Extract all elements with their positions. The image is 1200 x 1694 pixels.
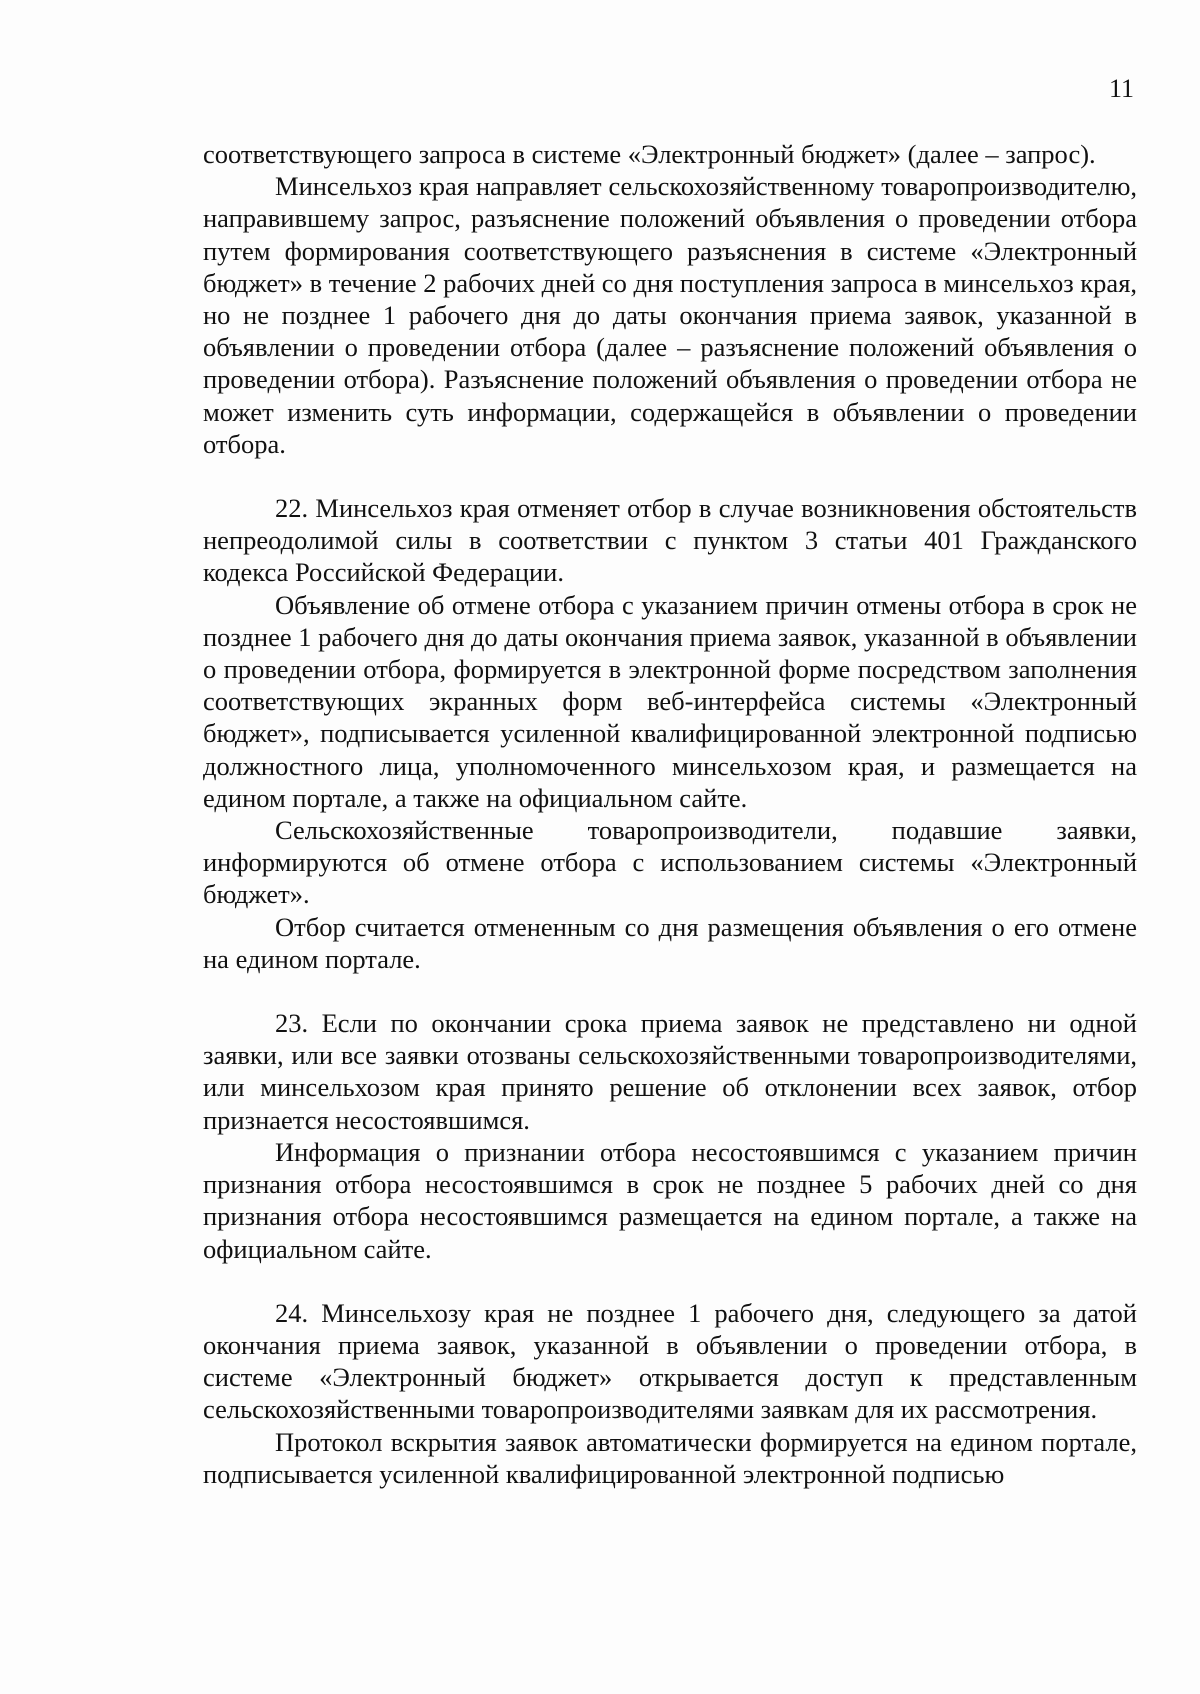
paragraph-item-22: 22. Минсельхоз края отменяет отбор в случае возникновения обстоятельств непреодолимой силы в соответствии с пунктом 3 статьи 401 Гражданского кодекса Российской Федерации. [203,493,1137,588]
paragraph-cancellation-announcement: Объявление об отмене отбора с указанием причин отмены отбора в срок не позднее 1 рабочего дня до даты окончания приема заявок, указанной в объявлении о проведении отбора, формируется в электронной форме посредством заполнения соответствующих экранных форм веб-интерфейса системы «Электронный бюджет», подписывается усиленной квалифицированной электронной подписью должностного лица, уполномоченного минсельхозом края, и размещается на едином портале, а также на официальном сайте. [203,589,1137,813]
paragraph-query-continuation: соответствующего запроса в системе «Электронный бюджет» (далее – запрос). [203,139,1096,169]
page-number: 11 [1108,74,1134,103]
document-body [203,138,1137,1490]
paragraph-cancellation-effective: Отбор считается отмененным со дня размещения объявления о его отмене на едином портале. [203,911,1137,974]
paragraph-opening-protocol: Протокол вскрытия заявок автоматически формируется на едином портале, подписывается усиленной квалифицированной электронной подписью [203,1426,1137,1489]
paragraph-producers-informed: Сельскохозяйственные товаропроизводители, подавшие заявки, информируются об отмене отбора с использованием системы «Электронный бюджет». [203,815,1137,910]
paragraph-failed-selection-info: Информация о признании отбора несостоявшимся с указанием причин признания отбора несостоявшимся в срок не позднее 5 рабочих дней со дня признания отбора несостоявшимся размещается на едином портале, а также на официальном сайте. [203,1136,1137,1264]
paragraph-item-23: 23. Если по окончании срока приема заявок не представлено ни одной заявки, или все заявки отозваны сельскохозяйственными товаропроизводителями, или минсельхозом края принято решение об отклонении всех заявок, отбор признается несостоявшимся. [203,1008,1137,1135]
paragraph-clarification: Минсельхоз края направляет сельскохозяйственному товаропроизводителю, направившему запрос, разъяснение положений объявления о проведении отбора путем формирования соответствующего разъяснения в системе «Электронный бюджет» в течение 2 рабочих дней со дня поступления запроса в минсельхоз края, но не позднее 1 рабочего дня до даты окончания приема заявок, указанной в объявлении о проведении отбора (далее – разъяснение положений объявления о проведении отбора). Разъяснение положений объявления о проведении отбора не может изменить суть информации, содержащейся в объявлении о проведении отбора. [203,171,1138,459]
paragraph-item-24: 24. Минсельхозу края не позднее 1 рабочего дня, следующего за датой окончания приема заявок, указанной в объявлении о проведении отбора, в системе «Электронный бюджет» открывается доступ к представленным сельскохозяйственными товаропроизводителями заявкам для их рассмотрения. [203,1297,1137,1425]
